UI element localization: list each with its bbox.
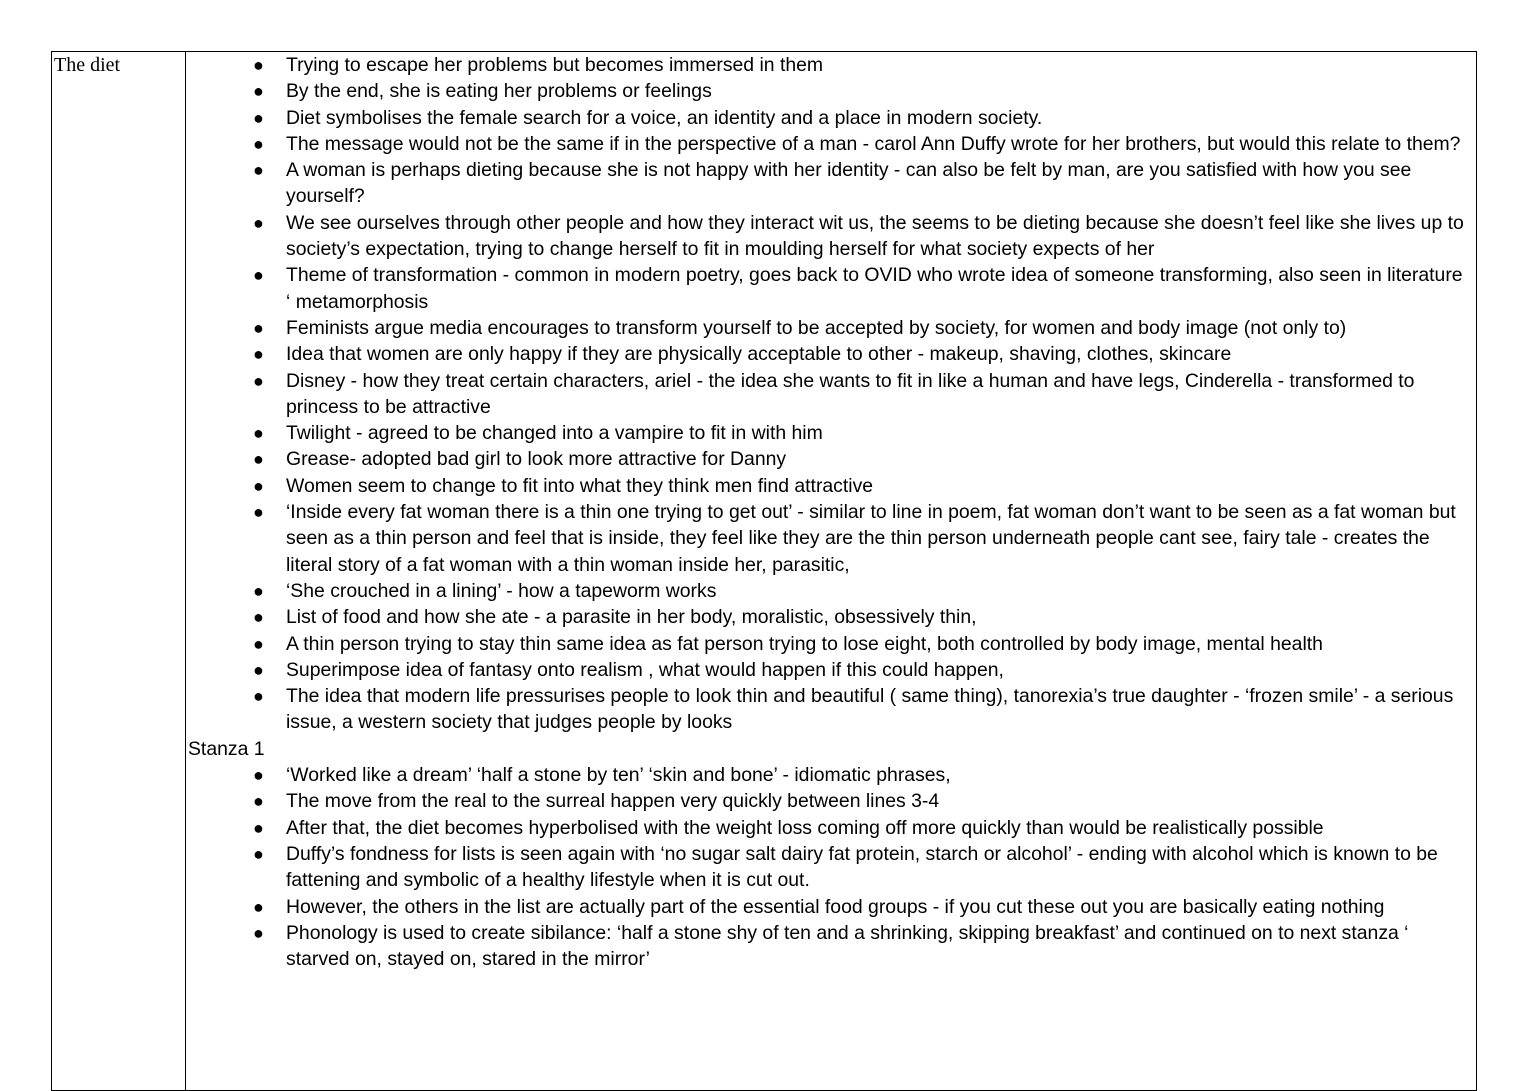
bullet-icon: ●: [253, 896, 264, 917]
bullet-icon: ●: [253, 633, 264, 654]
bullet-text: List of food and how she ate - a parasite in her body, moralistic, obsessively thin,: [286, 606, 977, 629]
bullet-text: ‘She crouched in a lining’ - how a tapeworm works: [286, 579, 717, 602]
bullet-text: Theme of transformation - common in modern poetry, goes back to OVID who wrote idea of someone transforming, also seen in literature ‘ metamorphosis: [286, 264, 1463, 313]
bullet-item: [187, 157, 1476, 210]
bullet-text: Diet symbolises the female search for a voice, an identity and a place in modern society.: [286, 106, 1043, 129]
bullet-item: [187, 52, 1476, 78]
bullet-text: Idea that women are only happy if they are physically acceptable to other - makeup, shaving, clothes, skincare: [286, 343, 1232, 366]
bullet-text: After that, the diet becomes hyperbolised with the weight loss coming off more quickly than would be realistically possible: [286, 816, 1324, 839]
bullet-item: [187, 578, 1476, 604]
bullet-icon: ●: [253, 81, 264, 102]
bullet-item: [187, 631, 1476, 657]
bullet-item: [187, 473, 1476, 499]
bullet-icon: ●: [253, 843, 264, 864]
bullet-text: By the end, she is eating her problems or feelings: [286, 80, 712, 103]
notes-cell: [187, 52, 1476, 972]
bullet-icon: ●: [253, 317, 264, 338]
bullet-icon: ●: [253, 765, 264, 786]
bullet-text: Duffy’s fondness for lists is seen again with ‘no sugar salt dairy fat protein, starch or alcohol’ - ending with alcohol which is known to be fattening and symbolic of a healthy lifestyle when it is cut out.: [286, 842, 1438, 892]
bullet-item: [187, 894, 1476, 920]
bullet-text: ‘Inside every fat woman there is a thin one trying to get out’ - similar to line in poem, fat woman don’t want to be seen as a fat woman but seen as a thin person and feel that is inside, they feel like they are the thin person underneath people cant see, fairy tale - creates the literal story of a fat woman with a thin woman inside her, parasitic,: [286, 501, 1456, 576]
bullet-item: [187, 815, 1476, 841]
bullet-icon: ●: [253, 791, 264, 812]
bullet-item: [187, 131, 1476, 157]
bullet-text: Twilight - agreed to be changed into a vampire to fit in with him: [286, 422, 823, 445]
bullet-item: [187, 368, 1476, 421]
bullet-icon: ●: [253, 423, 264, 444]
bullet-text: We see ourselves through other people and how they interact wit us, the seems to be dieting because she doesn’t feel like she lives up to society’s expectation, trying to change herself to fit in moulding herself for what society expects of her: [286, 211, 1464, 261]
bullet-item: [187, 499, 1476, 578]
bullet-text: A thin person trying to stay thin same idea as fat person trying to lose eight, both controlled by body image, mental health: [286, 632, 1323, 655]
bullet-text: Grease- adopted bad girl to look more attractive for Danny: [286, 448, 787, 471]
bullet-icon: ●: [253, 265, 264, 286]
bullet-icon: ●: [253, 607, 264, 628]
bullet-item: [187, 841, 1476, 894]
bullet-item: [187, 683, 1476, 736]
bullet-icon: ●: [253, 344, 264, 365]
bullet-icon: ●: [253, 817, 264, 838]
bullet-text: A woman is perhaps dieting because she is not happy with her identity - can also be felt by man, are you satisfied with how you see yourself?: [286, 159, 1412, 208]
bullet-item: [187, 78, 1476, 104]
column-divider: [185, 52, 186, 1090]
intro-bullet-list: [187, 52, 1476, 736]
bullet-item: [187, 657, 1476, 683]
notes-table: [51, 51, 1477, 1091]
bullet-icon: ●: [253, 160, 264, 181]
bullet-icon: ●: [253, 107, 264, 128]
bullet-text: Superimpose idea of fantasy onto realism , what would happen if this could happen,: [286, 658, 1004, 681]
bullet-text: ‘Worked like a dream’ ‘half a stone by ten’ ‘skin and bone’ - idiomatic phrases,: [286, 764, 951, 787]
bullet-text: However, the others in the list are actually part of the essential food groups - if you cut these out you are basically eating nothing: [286, 895, 1385, 918]
row-title: The diet: [54, 54, 121, 76]
bullet-item: [187, 604, 1476, 630]
bullet-icon: ●: [253, 475, 264, 496]
bullet-icon: ●: [253, 55, 264, 75]
bullet-icon: ●: [253, 212, 264, 233]
bullet-item: [187, 446, 1476, 472]
bullet-item: [187, 762, 1476, 788]
bullet-icon: ●: [253, 502, 264, 523]
bullet-item: [187, 920, 1476, 973]
bullet-item: [187, 105, 1476, 131]
bullet-text: Trying to escape her problems but becomes immersed in them: [286, 54, 824, 76]
bullet-item: [187, 315, 1476, 341]
bullet-item: [187, 262, 1476, 315]
bullet-icon: ●: [253, 449, 264, 470]
bullet-text: The message would not be the same if in the perspective of a man - carol Ann Duffy wrote for her brothers, but would this relate to them?: [286, 132, 1461, 155]
stanza-bullet-list: [187, 762, 1476, 972]
bullet-item: [187, 788, 1476, 814]
bullet-icon: ●: [253, 686, 264, 707]
bullet-text: Women seem to change to fit into what they think men find attractive: [286, 474, 874, 497]
bullet-text: The idea that modern life pressurises people to look thin and beautiful ( same thing), tanorexia’s true daughter - ‘frozen smile’ - a serious issue, a western society that judges people by looks: [286, 685, 1454, 734]
bullet-icon: ●: [253, 133, 264, 154]
bullet-text: Phonology is used to create sibilance: ‘half a stone shy of ten and a shrinking, skipping breakfast’ and continued on to next stanza ‘ starved on, stayed on, stared in the mirror’: [286, 921, 1409, 971]
bullet-icon: ●: [253, 580, 264, 601]
bullet-text: The move from the real to the surreal happen very quickly between lines 3-4: [286, 790, 940, 813]
bullet-item: [187, 210, 1476, 263]
bullet-icon: ●: [253, 370, 264, 391]
bullet-item: [187, 341, 1476, 367]
bullet-icon: ●: [253, 922, 264, 943]
bullet-text: Feminists argue media encourages to transform yourself to be accepted by society, for women and body image (not only to): [286, 316, 1347, 339]
bullet-item: [187, 420, 1476, 446]
stanza-label: Stanza 1: [188, 737, 265, 760]
bullet-icon: ●: [253, 659, 264, 680]
bullet-text: Disney - how they treat certain characters, ariel - the idea she wants to fit in like a human and have legs, Cinderella - transformed to princess to be attractive: [286, 369, 1415, 418]
